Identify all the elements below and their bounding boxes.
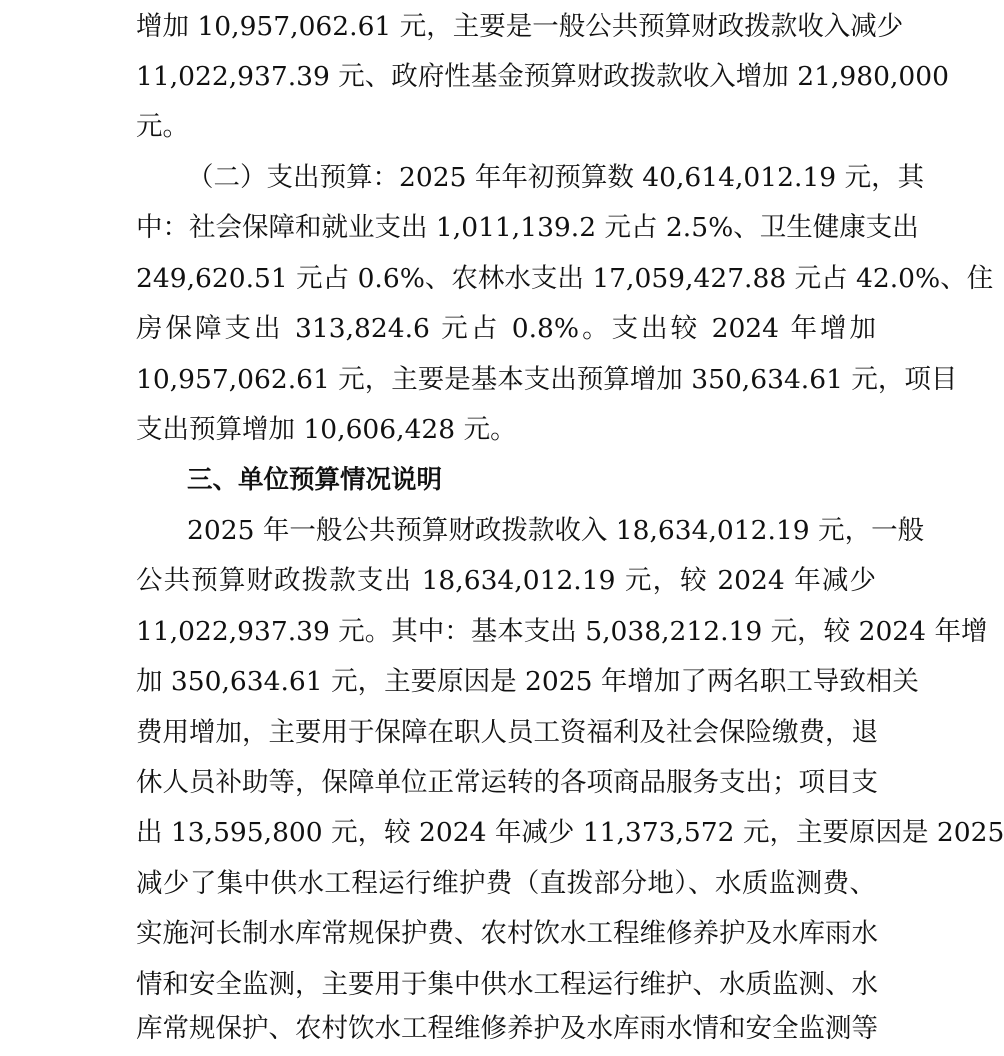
paragraph-line: 费用增加，主要用于保障在职人员工资福利及社会保险缴费，退 xyxy=(136,717,878,748)
paragraph-line: （二）支出预算：2025 年年初预算数 40,614,012.19 元，其 xyxy=(187,162,925,193)
paragraph-line: 实施河长制水库常规保护费、农村饮水工程维修养护及水库雨水 xyxy=(136,918,878,949)
paragraph-line: 减少了集中供水工程运行维护费（直拨部分地）、水质监测费、 xyxy=(136,868,876,899)
paragraph-line: 情和安全监测，主要用于集中供水工程运行维护、水质监测、水 xyxy=(136,969,878,1000)
section-heading: 三、单位预算情况说明 xyxy=(187,465,443,495)
paragraph-line: 库常规保护、农村饮水工程维修养护及水库雨水情和安全监测等 xyxy=(136,1013,878,1044)
paragraph-line: 支出预算增加 10,606,428 元。 xyxy=(136,414,517,445)
paragraph-line: 中：社会保障和就业支出 1,011,139.2 元占 2.5%、卫生健康支出 xyxy=(136,212,919,243)
paragraph-line: 2025 年一般公共预算财政拨款收入 18,634,012.19 元，一般 xyxy=(187,515,925,546)
paragraph-line: 公共预算财政拨款支出 18,634,012.19 元，较 2024 年减少 xyxy=(136,565,876,596)
paragraph-line: 元。 xyxy=(136,111,189,142)
paragraph-line: 249,620.51 元占 0.6%、农林水支出 17,059,427.88 元占 42.0%、住 xyxy=(136,263,994,294)
paragraph-line: 加 350,634.61 元，主要原因是 2025 年增加了两名职工导致相关 xyxy=(136,666,919,697)
paragraph-line: 休人员补助等，保障单位正常运转的各项商品服务支出；项目支 xyxy=(136,767,878,798)
paragraph-line: 11,022,937.39 元、政府性基金预算财政拨款收入增加 21,980,000 xyxy=(136,61,949,92)
paragraph-line: 10,957,062.61 元，主要是基本支出预算增加 350,634.61 元，项目 xyxy=(136,364,958,395)
paragraph-line: 房保障支出 313,824.6 元占 0.8%。支出较 2024 年增加 xyxy=(136,313,876,344)
paragraph-line: 增加 10,957,062.61 元，主要是一般公共预算财政拨款收入减少 xyxy=(136,11,904,42)
paragraph-line: 出 13,595,800 元，较 2024 年减少 11,373,572 元，主要原因是 2025 xyxy=(136,817,1004,848)
paragraph-line: 11,022,937.39 元。其中：基本支出 5,038,212.19 元，较 2024 年增 xyxy=(136,616,988,647)
